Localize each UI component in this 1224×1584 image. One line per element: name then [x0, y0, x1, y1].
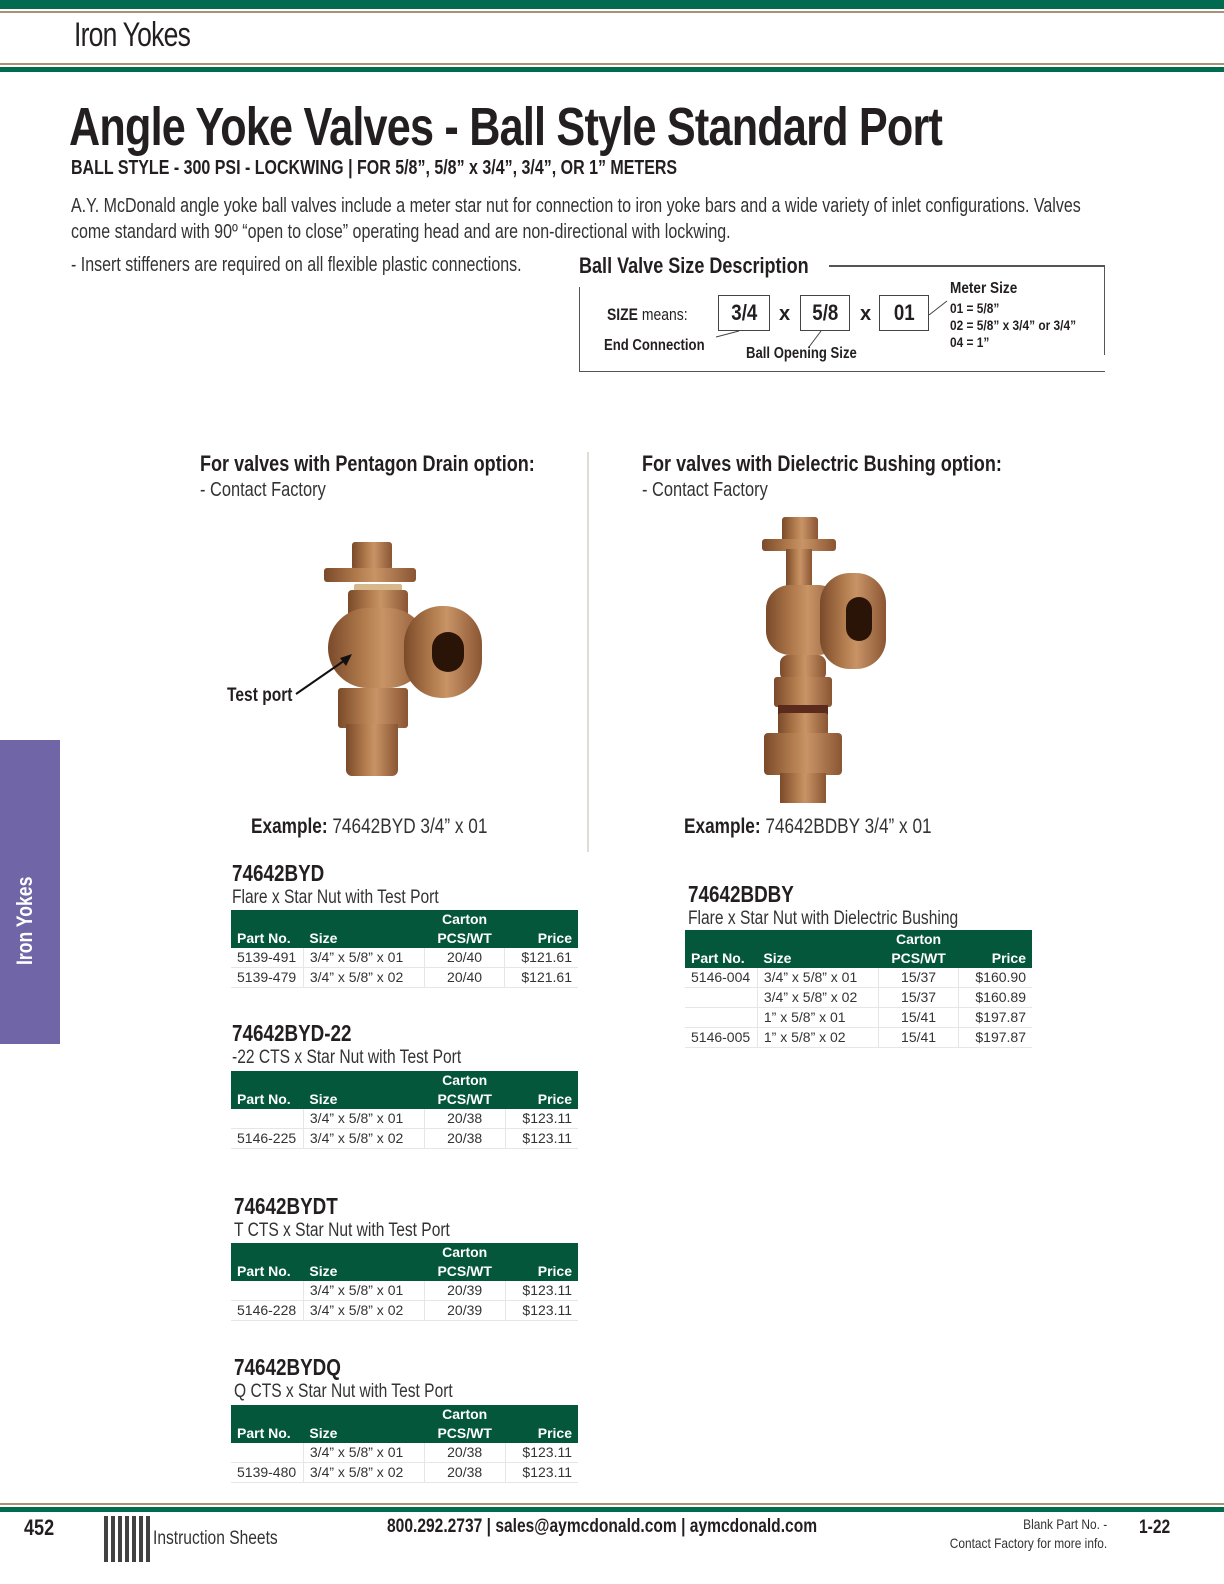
table-row: 5146-005 1” x 5/8” x 02 15/41 $197.87: [685, 1028, 1032, 1048]
blank-part-note: [950, 1515, 1107, 1553]
table-row: 3/4” x 5/8” x 02 15/37 $160.89: [685, 988, 1032, 1008]
product-description: T CTS x Star Nut with Test Port: [234, 1220, 450, 1241]
example-label: Example:: [251, 815, 328, 838]
table-row: 3/4” x 5/8” x 01 20/38 $123.11: [231, 1109, 578, 1129]
header-top-rule: [0, 11, 1224, 13]
revision-code: 1-22: [1139, 1517, 1171, 1538]
meter-size-04: 04 = 1”: [950, 334, 990, 350]
price-table-74642BDBY: [685, 930, 1032, 1048]
page-title: Angle Yoke Valves - Ball Style Standard Port: [69, 97, 943, 157]
col-carton: Carton: [878, 930, 959, 949]
price-table-74642BYD: [231, 910, 578, 988]
col-carton: Carton: [424, 910, 505, 929]
size-description-box: [579, 253, 1105, 371]
table-row: 5146-225 3/4” x 5/8” x 02 20/38 $123.11: [231, 1129, 578, 1149]
means-text: means:: [637, 305, 688, 324]
footer-rule: [0, 1503, 1224, 1505]
table-row: 5146-004 3/4” x 5/8” x 01 15/37 $160.90: [685, 968, 1032, 988]
meter-size-01: 01 = 5/8”: [950, 300, 1000, 316]
pentagon-drain-contact: - Contact Factory: [200, 479, 326, 501]
dielectric-bushing-heading: For valves with Dielectric Bushing option:: [642, 451, 1002, 476]
size-bold: SIZE: [607, 305, 638, 324]
dielectric-bushing-contact: - Contact Factory: [642, 479, 768, 501]
end-connection-label: End Connection: [604, 337, 705, 354]
side-tab-label: Iron Yokes: [12, 876, 37, 965]
col-part-no: Part No.: [231, 1424, 303, 1443]
col-pcs-wt: PCS/WT: [424, 1424, 505, 1443]
col-size: Size: [303, 929, 424, 948]
pentagon-drain-heading: For valves with Pentagon Drain option:: [200, 451, 535, 476]
dielectric-bushing-valve-image: [760, 515, 890, 805]
table-row: 5139-479 3/4” x 5/8” x 02 20/40 $121.61: [231, 968, 578, 988]
instruction-sheets-link[interactable]: Instruction Sheets: [153, 1528, 278, 1549]
times-sign: x: [779, 303, 791, 325]
meter-size-title: Meter Size: [950, 280, 1018, 297]
product-description: Flare x Star Nut with Test Port: [232, 887, 439, 908]
blank-part-line1: Blank Part No. -: [1022, 1516, 1107, 1532]
test-port-arrow: [292, 650, 358, 700]
page-number: 452: [24, 1515, 55, 1540]
col-pcs-wt: PCS/WT: [424, 929, 505, 948]
col-pcs-wt: PCS/WT: [424, 1090, 505, 1109]
product-description: Flare x Star Nut with Dielectric Bushing: [688, 908, 959, 929]
col-part-no: Part No.: [685, 949, 757, 968]
col-size: Size: [757, 949, 878, 968]
price-table-74642BYD-22: [231, 1071, 578, 1149]
example-value: 74642BDBY 3/4” x 01: [760, 815, 932, 838]
table-row: 3/4” x 5/8” x 01 20/38 $123.11: [231, 1443, 578, 1463]
ball-opening-label: Ball Opening Size: [746, 345, 857, 362]
example-label: Example:: [684, 815, 761, 838]
contact-info[interactable]: 800.292.2737 | sales@aymcdonald.com | aymcdonald.com: [387, 1516, 818, 1537]
col-part-no: Part No.: [231, 1262, 303, 1281]
table-row: 5139-480 3/4” x 5/8” x 02 20/38 $123.11: [231, 1463, 578, 1483]
qr-code-icon[interactable]: [104, 1516, 150, 1562]
product-code: 74642BYD-22: [232, 1020, 352, 1046]
col-price: Price: [505, 1424, 578, 1443]
footer-band: [0, 1507, 1224, 1512]
col-price: Price: [505, 1262, 578, 1281]
times-sign: x: [860, 303, 872, 325]
section-heading: Iron Yokes: [74, 16, 191, 54]
header-bottom-band: [0, 67, 1224, 72]
col-size: Size: [303, 1424, 424, 1443]
product-code: 74642BDBY: [688, 881, 794, 907]
col-part-no: Part No.: [231, 1090, 303, 1109]
col-carton: Carton: [424, 1071, 505, 1090]
col-carton: Carton: [424, 1405, 505, 1424]
page-subtitle: BALL STYLE - 300 PSI - LOCKWING | FOR 5/8”, 5/8” x 3/4”, 3/4”, OR 1” METERS: [71, 157, 678, 179]
meter-size-02: 02 = 5/8” x 3/4” or 3/4”: [950, 317, 1077, 333]
intro-paragraph: A.Y. McDonald angle yoke ball valves include a meter star nut for connection to iron yoke bars and a wide variety of inlet configurations. Valves come standard with 90º “open to close” operating head and are non-directional with lockwing.: [71, 195, 1081, 243]
col-pcs-wt: PCS/WT: [424, 1262, 505, 1281]
table-row: 5146-228 3/4” x 5/8” x 02 20/39 $123.11: [231, 1301, 578, 1321]
size-description-title: Ball Valve Size Description: [579, 253, 809, 278]
dielectric-example: [684, 815, 932, 839]
end-connection-box: 3/4: [718, 295, 770, 331]
product-code: 74642BYDT: [234, 1193, 338, 1219]
product-description: Q CTS x Star Nut with Test Port: [234, 1381, 453, 1402]
product-code: 74642BYDQ: [234, 1354, 341, 1380]
header-bottom-rule: [0, 63, 1224, 65]
column-divider: [587, 452, 589, 852]
table-row: 5139-491 3/4” x 5/8” x 01 20/40 $121.61: [231, 948, 578, 968]
col-price: Price: [505, 1090, 578, 1109]
example-value: 74642BYD 3/4” x 01: [327, 815, 488, 838]
ball-opening-box: 5/8: [800, 295, 850, 331]
col-part-no: Part No.: [231, 929, 303, 948]
col-carton: Carton: [424, 1243, 505, 1262]
header-top-band: [0, 0, 1224, 9]
product-code: 74642BYD: [232, 860, 325, 886]
meter-size-box: 01: [879, 295, 929, 331]
pentagon-example: [251, 815, 487, 839]
price-table-74642BYDT: [231, 1243, 578, 1321]
blank-part-line2: Contact Factory for more info.: [949, 1535, 1107, 1551]
col-price: Price: [505, 929, 578, 948]
col-size: Size: [303, 1262, 424, 1281]
product-description: -22 CTS x Star Nut with Test Port: [232, 1047, 462, 1068]
side-tab-iron-yokes[interactable]: [0, 740, 60, 1044]
col-price: Price: [959, 949, 1032, 968]
col-size: Size: [303, 1090, 424, 1109]
stiffener-note: - Insert stiffeners are required on all flexible plastic connections.: [71, 254, 522, 276]
table-row: 3/4” x 5/8” x 01 20/39 $123.11: [231, 1281, 578, 1301]
col-pcs-wt: PCS/WT: [878, 949, 959, 968]
price-table-74642BYDQ: [231, 1405, 578, 1483]
table-row: 1” x 5/8” x 01 15/41 $197.87: [685, 1008, 1032, 1028]
test-port-callout: Test port: [227, 685, 293, 706]
